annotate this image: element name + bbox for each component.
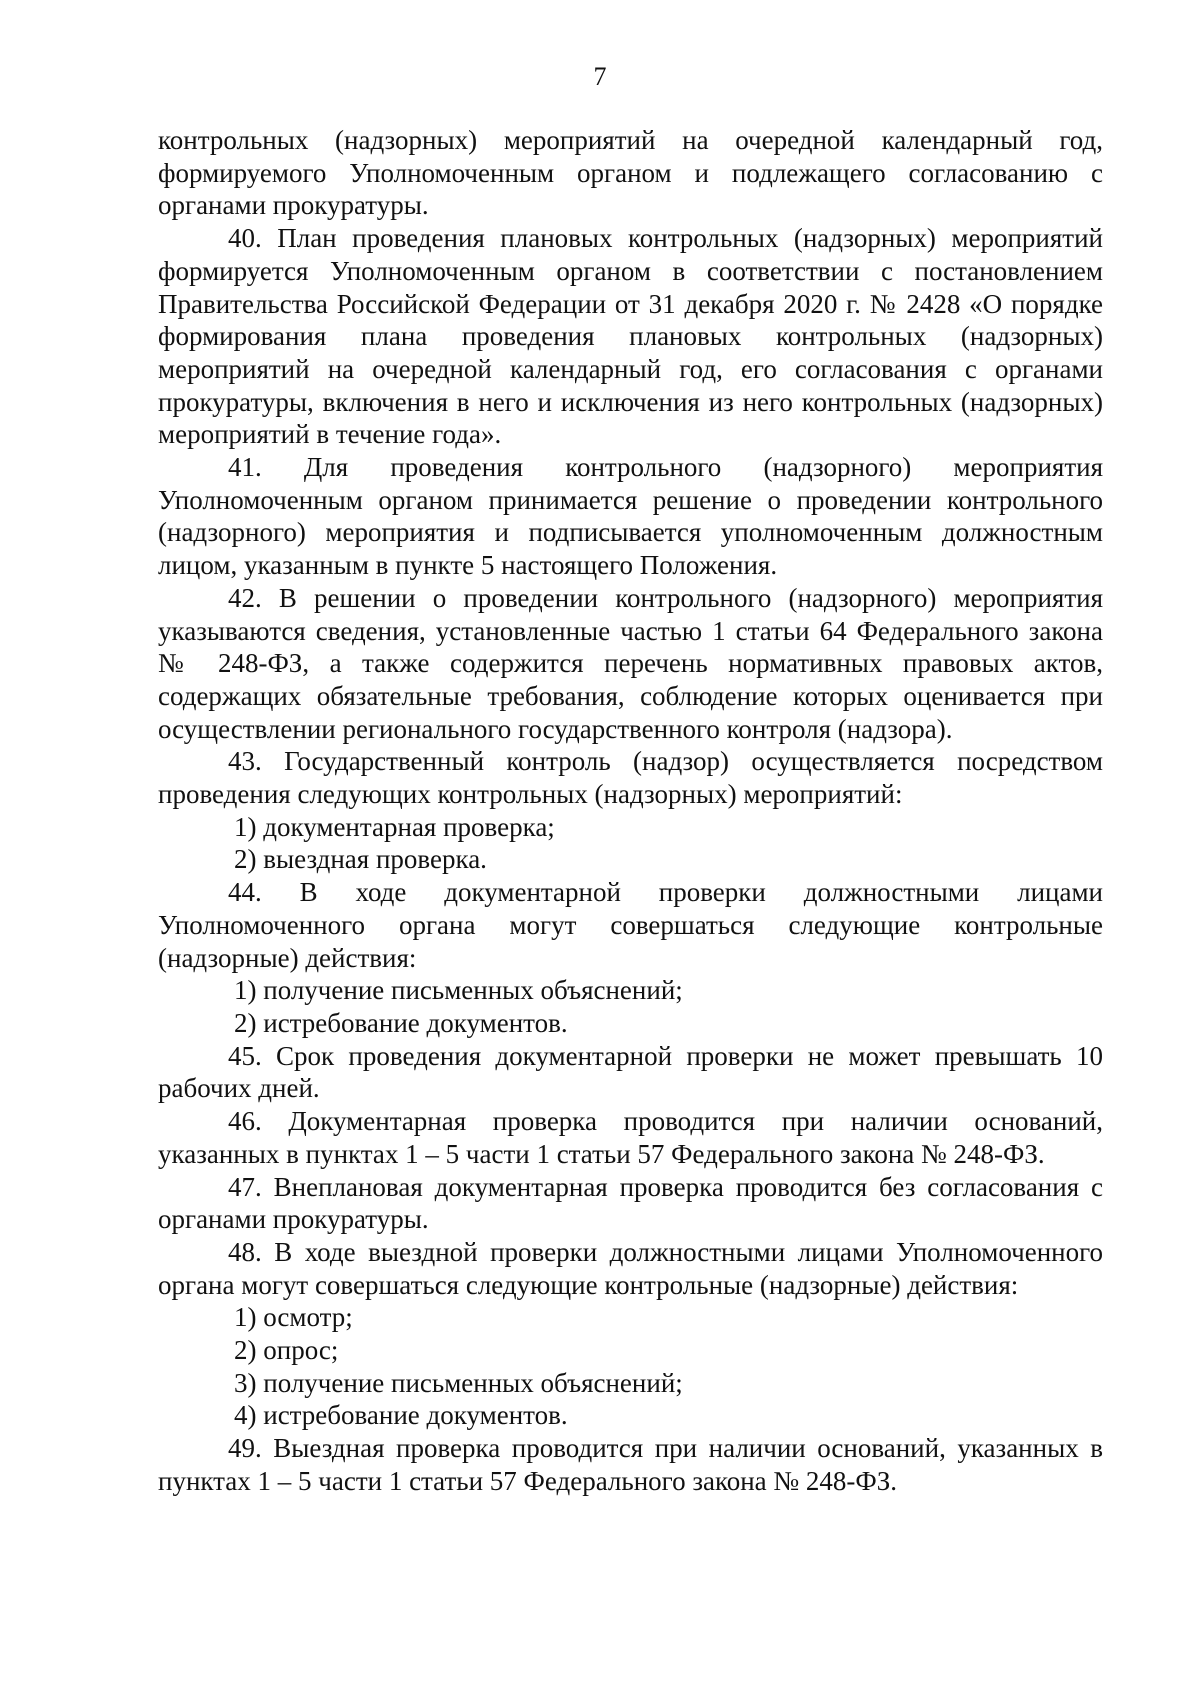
list-item-48-1: 1) осмотр; — [234, 1302, 353, 1333]
paragraph-48: 48. В ходе выездной проверки должностными лицами Уполномоченного органа могут совершаться следующие контрольные (надзорные) действия: — [158, 1236, 1103, 1300]
paragraph-49: 49. Выездная проверка проводится при наличии оснований, указанных в пунктах 1 – 5 части 1 статьи 57 Федерального закона № 248-ФЗ. — [158, 1433, 1103, 1496]
list-item-48-4: 4) истребование документов. — [234, 1400, 568, 1431]
paragraph-39-continuation: контрольных (надзорных) мероприятий на очередной календарный год, формируемого Уполномоченным органом и подлежащего согласованию с органами прокуратуры. — [158, 125, 1103, 221]
page-number: 7 — [593, 62, 607, 91]
list-item-44-2: 2) истребование документов. — [234, 1007, 568, 1038]
list-item-48-3: 3) получение письменных объяснений; — [234, 1367, 683, 1398]
paragraph-44: 44. В ходе документарной проверки должностными лицами Уполномоченного органа могут совершаться следующие контрольные (надзорные) действия: — [158, 877, 1103, 973]
paragraph-46: 46. Документарная проверка проводится при наличии оснований, указанных в пунктах 1 – 5 части 1 статьи 57 Федерального закона № 248-ФЗ. — [158, 1106, 1103, 1169]
list-item-44-1: 1) получение письменных объяснений; — [234, 975, 683, 1006]
list-item-43-1: 1) документарная проверка; — [234, 811, 555, 842]
paragraph-43: 43. Государственный контроль (надзор) осуществляется посредством проведения следующих контрольных (надзорных) мероприятий: — [158, 746, 1103, 810]
paragraph-45: 45. Срок проведения документарной проверки не может превышать 10 рабочих дней. — [158, 1040, 1103, 1104]
list-item-48-2: 2) опрос; — [234, 1335, 339, 1366]
paragraph-42: 42. В решении о проведении контрольного (надзорного) мероприятия указываются сведения, установленные частью 1 статьи 64 Федерального закона № 248-ФЗ, а также содержится перечень нормативных правовых актов, содержащих обязательные требования, соблюдение которых оценивается при осуществлении регионального государственного контроля (надзора). — [158, 582, 1103, 744]
paragraph-41: 41. Для проведения контрольного (надзорного) мероприятия Уполномоченным органом принимается решение о проведении контрольного (надзорного) мероприятия и подписывается уполномоченным должностным лицом, указанным в пункте 5 настоящего Положения. — [158, 452, 1103, 581]
list-item-43-2: 2) выездная проверка. — [234, 844, 487, 875]
paragraph-40: 40. План проведения плановых контрольных (надзорных) мероприятий формируется Уполномоченным органом в соответствии с постановлением Правительства Российской Федерации от 31 декабря 2020 г. № 2428 «О порядке формирования плана проведения плановых контрольных (надзорных) мероприятий на очередной календарный год, его согласования с органами прокуратуры, включения в него и исключения из него контрольных (надзорных) мероприятий в течение года». — [158, 223, 1103, 450]
paragraph-47: 47. Внеплановая документарная проверка проводится без согласования с органами прокуратуры. — [158, 1171, 1103, 1235]
document-body — [158, 124, 1103, 1498]
